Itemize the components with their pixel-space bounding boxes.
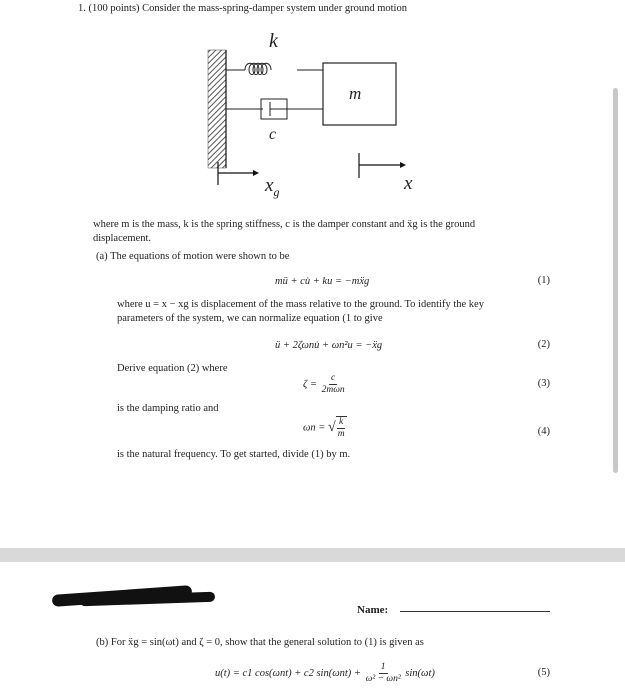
u-definition-line-1: where u = x − xg is displacement of the mass relative to the ground. To identify the key: [117, 299, 484, 310]
equation-4-number: (4): [537, 426, 550, 437]
part-b: (b) For ẍg = sin(ωt) and ζ = 0, show that the general solution to (1) is given as: [96, 637, 424, 648]
c-label: c: [269, 126, 277, 143]
natural-frequency-text: is the natural frequency. To get started, divide (1) by m.: [117, 449, 351, 460]
where-line-1: where m is the mass, k is the spring stiffness, c is the damper constant and ẍg is the ground: [93, 219, 476, 230]
name-label: Name:: [357, 604, 389, 616]
equation-1-number: (1): [537, 275, 550, 286]
equation-2-number: (2): [537, 339, 550, 350]
damping-text: is the damping ratio and: [117, 403, 219, 414]
name-field-line: [400, 611, 550, 612]
equation-5: u(t) = c1 cos(ωnt) + c2 sin(ωnt) + $\frac{1}{\text{ω² − ωn²}}$ sin(ωt): [215, 662, 435, 684]
xg-label: $x_g$: [265, 175, 280, 199]
derive-text: Derive equation (2) where: [117, 363, 228, 374]
equation-3-number: (3): [537, 378, 550, 389]
where-line-2: displacement.: [93, 233, 152, 244]
equation-1: mü + cu̇ + ku = −mẍg: [275, 276, 370, 287]
spring: [226, 63, 323, 80]
scrollbar[interactable]: [613, 88, 618, 473]
ground-wall: [208, 50, 226, 168]
equation-5-number: (5): [537, 667, 550, 678]
mass-spring-damper-figure: [195, 25, 435, 205]
x-label: x: [404, 173, 413, 194]
damper: [226, 99, 323, 119]
x-arrow: [359, 153, 406, 178]
equation-3: ζ = $\frac{c}{\text{2mωn}}$: [303, 373, 345, 395]
equation-2: ü + 2ζωnu̇ + ωn²u = −ẍg: [275, 340, 383, 351]
equation-4: ωn = √ $\frac{k}{m}$: [303, 417, 345, 439]
m-label: m: [349, 84, 362, 103]
page-break: [0, 548, 625, 562]
part-a: (a) The equations of motion were shown to be: [96, 251, 290, 262]
u-definition-line-2: parameters of the system, we can normalize equation (1 to give: [117, 313, 383, 324]
problem-header: 1. (100 points) Consider the mass-spring-damper system under ground motion: [78, 3, 407, 14]
k-label: k: [269, 30, 278, 52]
